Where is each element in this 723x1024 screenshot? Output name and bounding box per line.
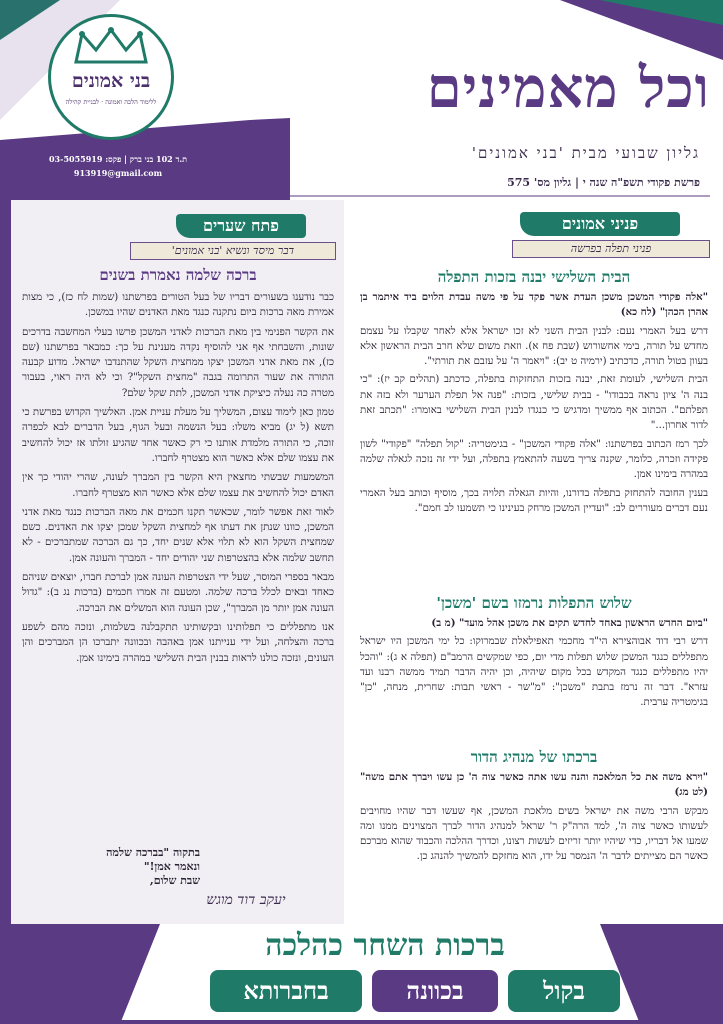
right-para: דרש בעל האמרי נעם: לבנין הבית השני לא זכו ישראל אלא לאחר שקבלו על עצמם מחדש על תורה, בימי אחשורוש (שבת פח א). וזאת משום שלא חרב הבית הראשון אלא בעוון בטול תורה, כדכתיב (ירמיה ט יב): "ויאמר ה' על עזבם את תורתי". (360, 325, 708, 368)
right-body-2 (360, 616, 708, 744)
right-section1-title: הבית השלישי יבנה בזכות התפלה (437, 268, 631, 286)
left-para: כבר נודענו בשעורים דבריו של בעל הטורים בפרשתנו (שמות לח כז), כי מצות אמירת מאה ברכות ביום נתקנה כנגד מאת האדנים שהיו במשכן. (22, 292, 334, 319)
left-badge: פתח שערים (176, 214, 306, 238)
contact-email[interactable]: 913919@gmail.com (73, 168, 163, 178)
right-section2-title: שלוש התפלות נרמזו בשם 'משכן' (436, 594, 632, 612)
left-para: המשמעות שבשתי מחצאין היא הקשר בין המברך לעונה, שהרי יהודי כך אין האדם יכול להחשיב את עצמו שלם אלא כאשר הוא מצטרף לחברו. (22, 472, 334, 499)
closing-line: שבת שלום, (149, 874, 200, 887)
page-title: וכל מאמינים (426, 55, 710, 121)
left-sub-badge: דבר מיסד ונשיא 'בני אמונים' (130, 242, 336, 260)
right-para: "וירא משה את כל המלאכה והנה עשו אתה כאשר צוה ה' כן עשו ויברך אתם משה" (לט מג) (360, 771, 708, 799)
signature: יעקב דוד מוגש (206, 892, 286, 908)
left-para: את הקשר הפנימי בין מאת הברכות לאדני המשכן פרשו בעלי המחשבה בדרכים שונות, והשבחתי אף אני להוסיף נקדה מענינת על כך: כמבאר בפרשתנו (שם כז), את מאת אדני המשכן יצקו ממחצית השקל שהתנדבו ישראל. מדוע קבעה התורה את שעור התרומה בגבה "מחצית השקל"? וכי לא היה ראוי, בעבור מטרה כה נעלה כיציקת אדני המשכן, לתת שקל שלם? (22, 326, 334, 399)
contact-address: ת.ד 102 בני ברק | פקס: 03-5055919 (48, 154, 187, 164)
right-body-1 (360, 290, 708, 590)
right-para: הבית השלישי, לעומת זאת, יבנה בזכות התחזקות בתפלה, כדכתב (תהלים קב יז): "כי בנה ה' ציון נראה בכבודו" - בבית שלישי, בזכות: "פנה אל תפלת הערער ולא בזה את תפלתם". הכתוב אף ממשיך ומדגיש כי כנגדו לבנין הבית השלישי באומרו: "תכתב זאת לדור אחרון..." (360, 374, 708, 432)
crown-icon (70, 26, 152, 66)
footer-btn-intent[interactable]: בכוונה (372, 970, 498, 1012)
right-para: בענין החובה להתחזק בתפלה בדורנו, והיות הגאלה תלויה בכך, מוסיף וכותב בעל האמרי נעם דברים מעוררים לב: "ועדיין המשכן מרחק בעינינו כי תשמעו לב חמם". (360, 487, 708, 514)
right-badge: פניני אמונים (520, 212, 680, 236)
left-column-edge (0, 200, 11, 924)
page-subtitle: גליון שבועי מבית 'בני אמונים' (471, 144, 700, 162)
right-para: דרש רבי דוד אבוהצירא הי"ד מחכמי תאפילאלת שבמרוקו: כל ימי המשכן היו ישראל מתפללים כנגד המשכן שלוש תפלות מדי יום, כפי שמקשים הרמב"ם (תפלה א ג): "והכל יהיו מתפללים כנגד המקדש בכל מקום שיהיה, וכן יהיה הדבר תמיד ממשה רבנו ועד עזרא". דבר זה נרמז בתבת "משכן": "מ"שר - ראשי תבות: שחרית, מנחה, "כן" בגימטריה ערבית. (360, 636, 708, 709)
left-para: לאור זאת אפשר לומר, שכאשר תקנו חכמים את מאה הברכות כנגד מאת אדני המשכן, כוונו שנתן את דעתו אף למחצית השקל שמכן יצקו את האדנים. כשם שמחצית השקל הוא לא תלוי אלא שנים יחד, כך גם הברכה שמתברכים - לא תחשב שלמה אלא בהצטרפות שני יהודים יחד - המברך והעונה אמן. (22, 506, 334, 564)
footer-title: ברכות השחר כהלכה (265, 928, 505, 963)
left-para: אנו מתפללים כי תפלותינו ובקשותינו תתקבלנה בשלמות, ונזכה מהם לשפע ברכה והצלחה, ועל ידי ענייתנו אמן באהבה ובכוונה יתברכו הן המברכים והן העונים, ונזכה כולנו לראות בבנין הבית השלישי במהרה בימינו אמן. (22, 621, 334, 664)
logo-name: בני אמונים (71, 70, 151, 92)
right-sub-badge: פניני תפלה בפרשה (512, 240, 710, 258)
right-section3-title: ברכתו של מנהיג הדור (470, 748, 598, 766)
left-para: טמון כאן לימוד עצום, המשליך על מעלת עניית אמן. האלשיך הקדוש בפרשת כי תשא (ל יג) מביא משלו: בעל הנשמה ובעל הגוף, בעל הדברים לבא לכפרה זוכה, כי התורה מלמדת אותנו כי רק כאשר אחד שהגיע זולתו אז יכול להחשיב את עצמו שלם אלא כאשר הוא מצטרף לחברו. (22, 407, 334, 464)
right-para: מבקש הרבי משה את ישראל בשים מלאכת המשכן, אף שעשו דבר שהיו מחויבים לעשותו כאשר צוה ה', למד הרה"ק ר' שראל למנהיג הדור לברך המצוינים ממנו ומה שמעו אל דבריו, כדי שיהיו יותר זריזים לעשות רצונו, וכדרך ההלכה והכבוד שהוא מברכם כאשר הם מצייתים לדבר ה' הנמסר על ידו, הוא מחזקם להמשיך להנהג כן. (360, 805, 708, 863)
left-body (22, 290, 334, 880)
right-para: "ביום החדש הראשון באחד לחדש תקים את משכן אהל מועד" (מ ב) (431, 617, 708, 629)
left-para: מבאר בספרי המוסר, שעל ידי הצטרפות העונה אמן לברכת חברו, יוצאים שניהם כאחד ובאים לכלל ברכה שלמה. ומטעם זה אמרו חכמים (ברכות נג ב): "גדול העונה אמן יותר מן המברך", שכן העונה הוא המשלים את הברכה. (22, 572, 334, 614)
left-closing (20, 846, 200, 888)
right-para: "אלה פקודי המשכן משכן העדת אשר פקד על פי משה עבדת הלוים ביד איתמר בן אהרן הכהן" (לח כא) (360, 291, 708, 319)
closing-line: ונאמר אמן!" (143, 860, 200, 873)
left-section-title: ברכה שלמה נאמרת בשנים (99, 266, 257, 284)
logo-subtitle: ללימוד הלכה ואמונה · לבניית קהילה (65, 98, 157, 106)
right-body-3 (360, 770, 708, 922)
footer-btn-together[interactable]: בחברותא (210, 970, 362, 1012)
closing-line: בתקוה "בברכה שלמה (106, 846, 200, 859)
right-para: לכך רמז הכתוב בפרשתנו: "אלה פקודי המשכן" - בגימטריה: "קול תפלה" "פקודי" לשון פקידה וזכרה, כלומר, שקנה צריך בשעה להתאמץ בתפלה, ועל ידי זה נזכה לגאלה שלמה במהרה בימינו אמן. (360, 438, 708, 481)
footer-btn-voice[interactable]: בקול (508, 970, 620, 1012)
issue-line: פרשת פקודי תשפ"ה שנה י | גליון מס' 575 (507, 176, 700, 189)
